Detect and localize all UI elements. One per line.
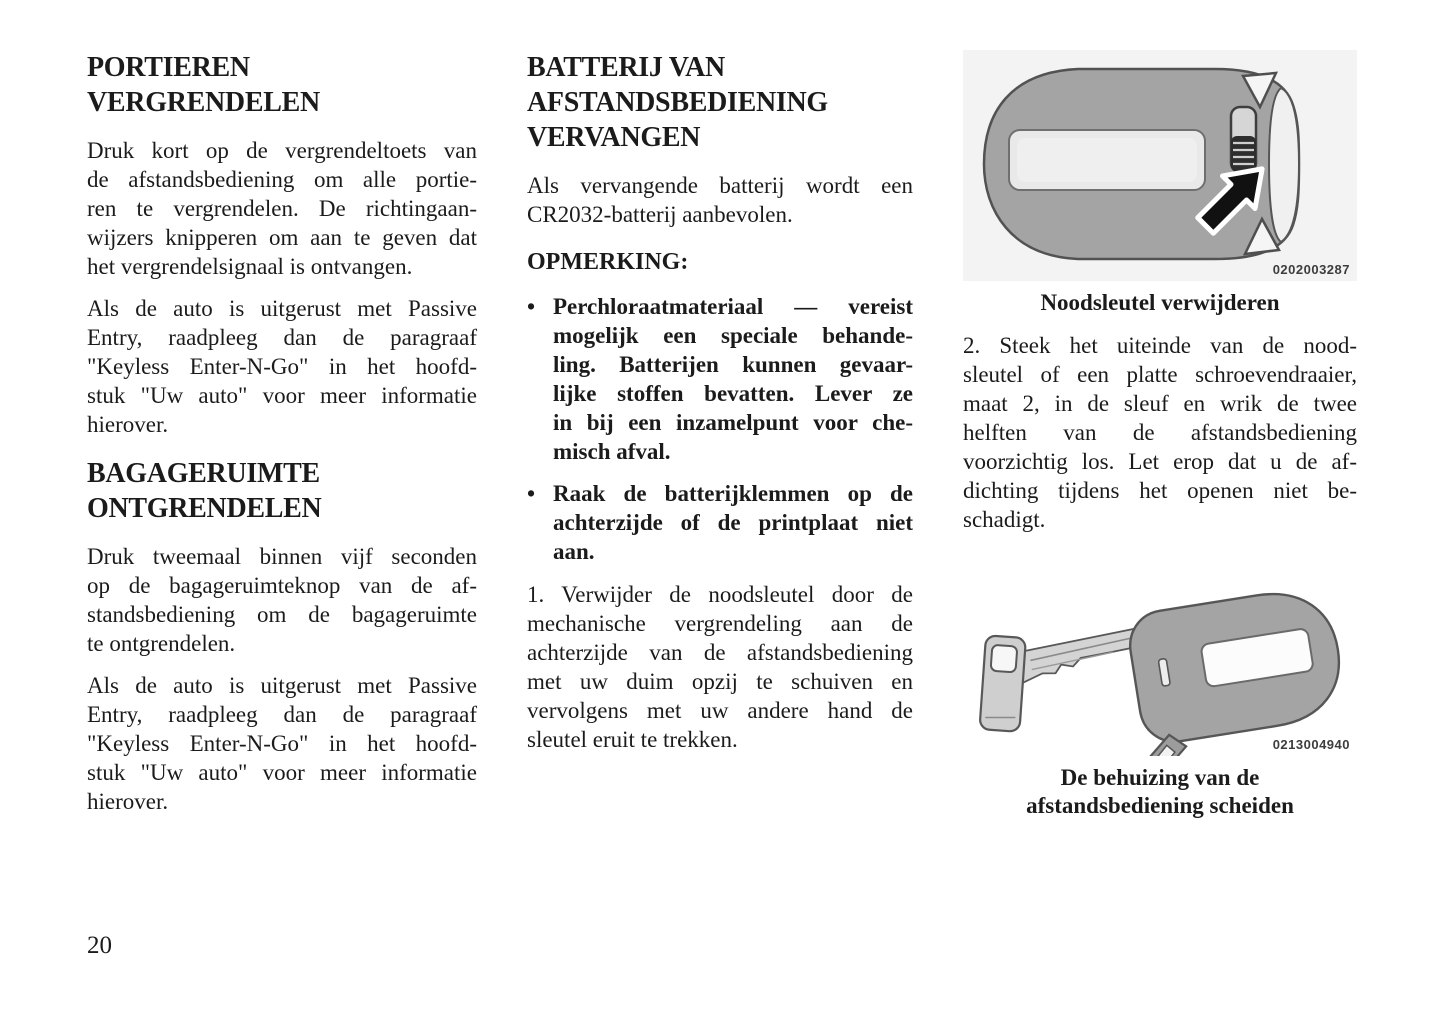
column-right xyxy=(963,50,1357,834)
release-slider-ridges xyxy=(1231,136,1256,172)
column-left xyxy=(87,50,477,829)
heading-batterij-vervangen: BATTERIJ VAN AFSTANDSBEDIENING VERVANGEN xyxy=(527,52,828,153)
battery-cover-inner xyxy=(1017,138,1197,182)
key-head-hole xyxy=(991,645,1018,673)
bullet-text: Perchloraatmateriaal — vereist mogelijk een speciale behande- ling. Batterijen kunnen gevaar- lijke stoffen bevatten. Lever ze in bij een inzamelpunt voor che- misch afval. xyxy=(553,294,913,464)
figure-caption: De behuizing van de afstandsbediening scheiden xyxy=(1026,765,1294,818)
bullet-icon: • xyxy=(527,294,536,319)
paragraph: Druk kort op de vergrendeltoets van de afstandsbediening om alle portie- ren te vergrendelen. De richtingaan- wijzers knipperen om aan te geven dat het vergrendelsignaal is ontvangen. xyxy=(87,138,477,279)
paragraph: Als de auto is uitgerust met Passive Entry, raadpleeg dan de paragraaf "Keyless Enter-N-Go" in het hoofd- stuk "Uw auto" voor meer informatie hierover. xyxy=(87,296,477,437)
bullet-text: Raak de batterijklemmen op de achterzijde of de printplaat niet aan. xyxy=(553,481,913,564)
paragraph: Als vervangende batterij wordt een CR2032-batterij aanbevolen. xyxy=(527,173,913,227)
figure-behuizing-scheiden xyxy=(963,560,1357,756)
key-fob-illustration xyxy=(963,50,1357,281)
paragraph: Als de auto is uitgerust met Passive Entry, raadpleeg dan de paragraaf "Keyless Enter-N-Go" in het hoofd- stuk "Uw auto" voor meer informatie hierover. xyxy=(87,673,477,814)
column-middle xyxy=(527,50,913,767)
fob-chrome-strip xyxy=(1269,88,1299,242)
figure-caption: Noodsleutel verwijderen xyxy=(1040,290,1280,315)
figure-code: 0213004940 xyxy=(1272,737,1350,752)
bullet-item xyxy=(527,479,913,566)
step-2-paragraph: 2. Steek het uiteinde van de nood- sleutel of een platte schroevendraaier, maat 2, in de sleuf en wrik de twee helften van de afstandsbediening voorzichtig los. Let erop dat u de af- dichting tijdens het openen niet be- schadigt. xyxy=(963,333,1357,532)
figure-noodsleutel-verwijderen xyxy=(963,50,1357,281)
heading-portieren-vergrendelen: PORTIEREN VERGRENDELEN xyxy=(87,52,320,118)
key-and-housing-illustration xyxy=(963,560,1357,756)
heading-bagageruimte-ontgrendelen: BAGAGERUIMTE ONTGRENDELEN xyxy=(87,458,322,524)
bullet-icon: • xyxy=(527,481,536,506)
note-label: OPMERKING: xyxy=(527,249,689,275)
page-number: 20 xyxy=(87,932,112,959)
fob-housing xyxy=(1125,584,1353,756)
step-1-paragraph: 1. Verwijder de noodsleutel door de mechanische vergrendeling aan de achterzijde van de afstandsbediening met uw duim opzij te schuiven en vervolgens met uw andere hand de sleutel eruit te trekken. xyxy=(527,582,913,752)
bullet-item xyxy=(527,292,913,466)
figure-code: 0202003287 xyxy=(1272,262,1350,277)
paragraph: Druk tweemaal binnen vijf seconden op de bagageruimteknop van de af- standsbediening om de bagageruimte te ontgrendelen. xyxy=(87,544,477,656)
